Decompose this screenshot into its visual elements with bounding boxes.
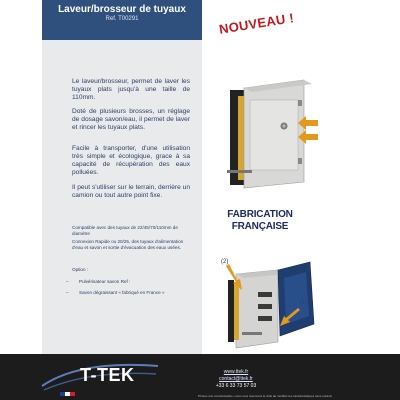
option-item-2: Savon dégraissant « fabriqué en France » — [79, 290, 165, 295]
product-title: Laveur/brosseur de tuyaux — [58, 4, 186, 15]
phone-number: +33 6 33 73 57 03 — [215, 383, 257, 389]
figure-label-1: (1) — [300, 300, 308, 306]
figure-label-2: (2) — [221, 259, 229, 265]
product-photo-open — [218, 252, 328, 352]
option-bullet-1: – — [66, 279, 69, 284]
option-item-1: Pulvérisateur savon Ref : — [79, 279, 131, 284]
fabrication-line-1: FABRICATION — [227, 209, 293, 220]
description-paragraph-3: Facile à transporter, d'une utilisation très simple et écologique, grace à sa capacité de récupération des eaux polluées. — [72, 145, 190, 176]
fabrication-francaise-label — [200, 209, 320, 233]
french-flag-icon — [60, 392, 75, 396]
email-link[interactable]: contact@ttek.fr — [219, 376, 253, 382]
ttek-logo: T-TEK — [80, 365, 135, 385]
website-link[interactable]: www.ttek.fr — [223, 369, 249, 375]
fabrication-line-2: FRANÇAISE — [231, 221, 289, 232]
description-paragraph-2: Doté de plusieurs brosses, un réglage de dosage savon/eau, il permet de laver et rincer les tuyaux plats. — [72, 108, 190, 131]
option-bullet-2: – — [66, 290, 69, 295]
product-photo-closed — [222, 70, 322, 200]
description-paragraph-1: Le laveur/brosseur, permet de laver les tuyaux plats jusqu'à une taille de 110mm. — [72, 78, 190, 101]
connection-text: Connexion Rapide ou 20/25, des tuyaux d'alimentation d'eau et savon et sortie d'évacuation des eaux usées. — [72, 239, 184, 250]
left-column-panel — [42, 0, 202, 354]
footer-disclaimer: Photos non contractuelles, nous nous réservons le droit de modifier les caractéristiques sans préavis — [198, 394, 332, 398]
title-banner — [42, 0, 202, 40]
options-heading: Option : — [72, 267, 89, 272]
compatibility-text: Compatible avec des tuyaux de 22/45/70/110mm de diamètre — [72, 225, 178, 236]
product-reference: Ref. T00291 — [105, 16, 139, 22]
nouveau-stamp: NOUVEAU ! — [218, 10, 296, 37]
description-paragraph-4: Il peut s'utiliser sur le terrain, derrière un camion ou tout autre point fixe. — [72, 184, 190, 199]
